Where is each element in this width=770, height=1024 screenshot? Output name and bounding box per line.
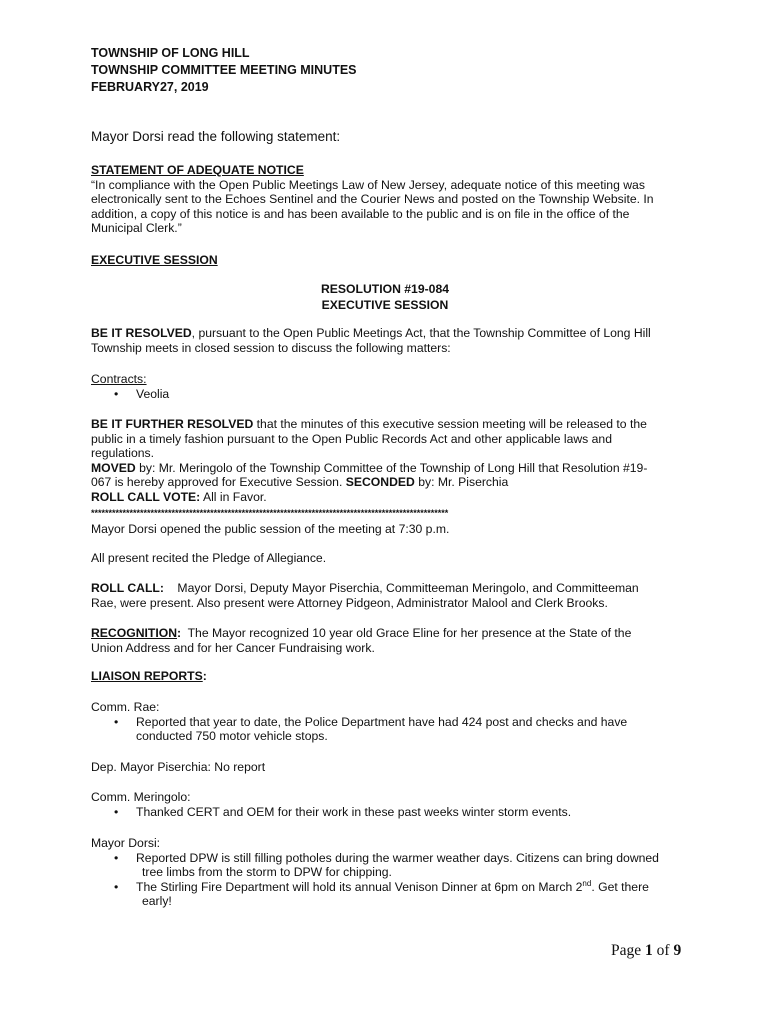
separator-stars: ****************************************************************************************************** — [91, 508, 449, 518]
meringolo-label: Comm. Meringolo: — [91, 790, 191, 804]
liaison-colon: : — [202, 669, 207, 683]
rae-label: Comm. Rae: — [91, 700, 160, 714]
list-item — [91, 387, 681, 402]
bullet-icon: • — [114, 714, 119, 729]
further-line-2: public in a timely fashion pursuant to the Open Public Records Act and other applicable laws and — [91, 431, 612, 446]
session-opened: Mayor Dorsi opened the public session of the meeting at 7:30 p.m. — [91, 522, 450, 536]
footer-total-pages: 9 — [673, 942, 682, 959]
notice-line-1: “In compliance with the Open Public Meetings Law of New Jersey, adequate notice of this meeting was — [91, 177, 645, 192]
recognition-colon: : — [177, 626, 182, 640]
dorsi-bullet-2-line-2: early! — [142, 894, 172, 909]
resolved-paragraph — [91, 326, 681, 355]
roll-call-line-1: Mayor Dorsi, Deputy Mayor Piserchia, Committeeman Meringolo, and Committeeman — [163, 581, 639, 595]
report-meringolo — [91, 790, 681, 819]
contracts-section — [91, 372, 681, 401]
document-header — [91, 45, 357, 96]
list-item — [91, 851, 681, 880]
roll-call-lead: ROLL CALL: — [91, 581, 164, 595]
footer-of-word: of — [652, 942, 674, 959]
dorsi-bullet-1-line-1: Reported DPW is still filling potholes during the warmer weather days. Citizens can bring downed — [136, 850, 659, 865]
page-footer — [611, 942, 681, 960]
report-dorsi — [91, 836, 681, 909]
recognition-paragraph — [91, 626, 681, 655]
dorsi-bullet-2-line-1a: The Stirling Fire Department will hold its annual Venison Dinner at 6pm on March 2 — [136, 879, 583, 894]
further-lead: BE IT FURTHER RESOLVED — [91, 417, 254, 431]
notice-line-4: Municipal Clerk.” — [91, 221, 182, 236]
dorsi-label: Mayor Dorsi: — [91, 836, 161, 850]
bullet-icon: • — [114, 879, 119, 894]
moved-line-2a: 067 is hereby approved for Executive Session. — [91, 475, 346, 490]
liaison-heading: LIAISON REPORTS — [91, 669, 203, 683]
list-item — [91, 805, 681, 820]
moved-lead: MOVED — [91, 460, 136, 475]
header-date: FEBRUARY27, 2019 — [91, 80, 209, 94]
further-line-1: that the minutes of this executive session meeting will be released to the — [253, 417, 647, 431]
meringolo-bullet: Thanked CERT and OEM for their work in these past weeks winter storm events. — [136, 804, 572, 819]
dorsi-bullet-2-sup: nd — [582, 878, 592, 888]
seconded-lead: SECONDED — [345, 475, 415, 490]
resolved-lead: BE IT RESOLVED — [91, 326, 192, 340]
roll-call-paragraph — [91, 581, 681, 610]
report-rae — [91, 700, 681, 744]
bullet-icon: • — [114, 386, 119, 401]
roll-call-vote-lead: ROLL CALL VOTE: — [91, 489, 201, 504]
moved-line-2b: by: Mr. Piserchia — [414, 475, 509, 490]
moved-line-1: by: Mr. Meringolo of the Township Committee of the Township of Long Hill that Resolution #19- — [135, 460, 648, 475]
roll-call-line-2: Rae, were present. Also present were Attorney Pidgeon, Administrator Malool and Clerk Brooks. — [91, 595, 608, 610]
recognition-line-2: Union Address and for her Cancer Fundraising work. — [91, 640, 375, 655]
resolution-number: RESOLUTION #19-084 — [320, 282, 449, 296]
footer-page-number: 1 — [645, 942, 653, 959]
dorsi-bullet-1-line-2: tree limbs from the storm to DPW for chipping. — [142, 865, 392, 880]
rae-bullet-line-2: conducted 750 motor vehicle stops. — [136, 729, 328, 744]
roll-call-vote-result: All in Favor. — [200, 489, 267, 504]
bullet-icon: • — [114, 850, 119, 865]
notice-line-2: electronically sent to the Echoes Sentinel and the Courier News and posted on the Township Website. In — [91, 192, 654, 207]
further-resolved-paragraph — [91, 417, 681, 505]
resolved-line-2: Township meets in closed session to discuss the following matters: — [91, 340, 451, 355]
further-line-3: regulations. — [91, 446, 155, 461]
recognition-lead: RECOGNITION — [91, 626, 177, 640]
contracts-label: Contracts: — [91, 372, 147, 386]
liaison-heading-line — [91, 669, 681, 684]
notice-section — [91, 163, 681, 236]
report-piserchia: Dep. Mayor Piserchia: No report — [91, 760, 266, 774]
notice-line-3: addition, a copy of this notice is and has been available to the public and is on file in the office of the — [91, 206, 630, 221]
contract-item: Veolia — [136, 386, 170, 401]
header-township: TOWNSHIP OF LONG HILL — [91, 46, 250, 60]
resolved-line-1: , pursuant to the Open Public Meetings Act, that the Township Committee of Long Hill — [191, 326, 651, 340]
notice-heading: STATEMENT OF ADEQUATE NOTICE — [91, 163, 304, 177]
dorsi-bullet-2-line-1b: . Get there — [591, 879, 649, 894]
bullet-icon: • — [114, 804, 119, 819]
footer-page-word: Page — [611, 942, 646, 959]
pledge-statement: All present recited the Pledge of Allegiance. — [91, 551, 327, 565]
intro-statement: Mayor Dorsi read the following statement: — [91, 129, 341, 144]
rae-bullet-line-1: Reported that year to date, the Police Department have had 424 post and checks and have — [136, 714, 628, 729]
recognition-line-1: The Mayor recognized 10 year old Grace Eline for her presence at the State of the — [181, 626, 632, 640]
list-item — [91, 715, 681, 744]
list-item — [91, 880, 681, 909]
resolution-title: EXECUTIVE SESSION — [321, 298, 449, 312]
executive-session-heading: EXECUTIVE SESSION — [91, 253, 218, 267]
header-meeting-minutes: TOWNSHIP COMMITTEE MEETING MINUTES — [91, 63, 357, 77]
